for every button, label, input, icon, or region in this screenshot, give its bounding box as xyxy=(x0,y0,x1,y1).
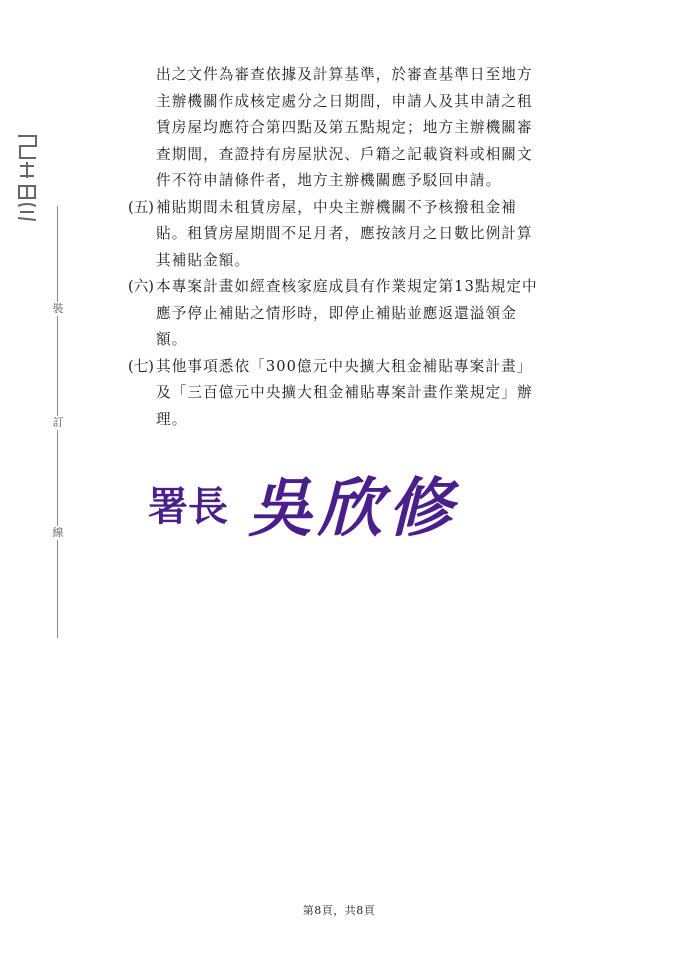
text-line: 額。 xyxy=(156,331,188,348)
text-line: 理。 xyxy=(156,410,188,428)
list-item-7 xyxy=(128,354,608,434)
text-line: 應予停止補貼之情形時，即停止補貼並應返還溢領金 xyxy=(156,304,517,322)
binding-char: 裝 xyxy=(52,302,64,315)
signature-stamp xyxy=(148,452,468,552)
text-line: 其補貼金額。 xyxy=(156,251,251,269)
binding-char: 訂 xyxy=(52,416,64,429)
text-line: 補貼期間未租賃房屋，中央主辦機關不予核撥租金補 xyxy=(156,198,517,216)
binding-char: 線 xyxy=(52,526,64,539)
signature-title: 署長 xyxy=(148,483,228,530)
text-line: 件不符申請條件者，地方主辦機關應予駁回申請。 xyxy=(156,172,502,189)
page-number: 第8頁，共8頁 xyxy=(302,904,376,917)
text-line: 本專案計畫如經查核家庭成員有作業規定第13點規定中 xyxy=(156,278,538,295)
item-marker: (七) xyxy=(128,357,154,375)
text-line: 其他事項悉依「300億元中央擴大租金補貼專案計畫」 xyxy=(156,357,533,375)
signature-name: 吳欣修 xyxy=(248,471,458,546)
continuation-paragraph xyxy=(128,62,608,195)
text-line: 及「三百億元中央擴大租金補貼專案計畫作業規定」辦 xyxy=(156,384,533,401)
item-marker: (六) xyxy=(128,278,154,295)
document-body xyxy=(128,62,608,433)
text-line: 賃房屋均應符合第四點及第五點規定；地方主辦機關審 xyxy=(156,119,533,136)
list-item-6 xyxy=(128,274,608,354)
list-item-5 xyxy=(128,195,608,275)
text-line: 查期間，查證持有房屋狀況、戶籍之記載資料或相關文 xyxy=(156,145,533,163)
seal-stamp-fragment xyxy=(14,132,40,224)
text-line: 出之文件為審查依據及計算基準，於審查基準日至地方 xyxy=(156,66,533,83)
item-marker: (五) xyxy=(128,198,154,216)
text-line: 主辦機關作成核定處分之日期間，申請人及其申請之租 xyxy=(156,92,533,110)
text-line: 貼。租賃房屋期間不足月者，應按該月之日數比例計算 xyxy=(156,225,533,242)
